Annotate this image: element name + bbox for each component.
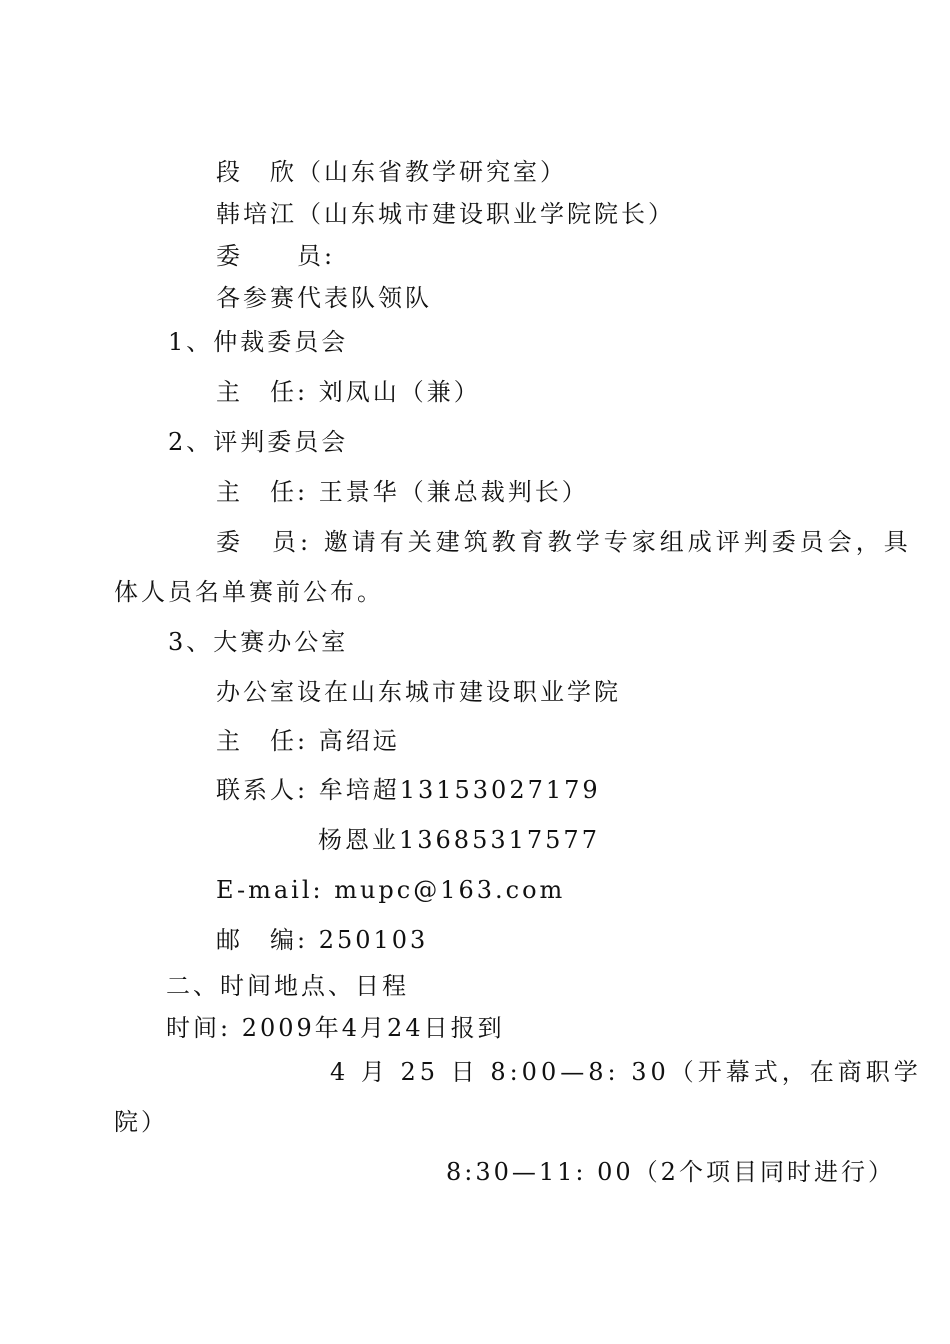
office-postcode: 邮 编: 250103 (216, 926, 429, 954)
schedule-session-line: 8:30—11: 00（2个项目同时进行） (446, 1158, 895, 1186)
office-location: 办公室设在山东城市建设职业学院 (216, 678, 621, 706)
committee-members-value: 各参赛代表队领队 (216, 284, 432, 312)
office-email: E-mail: mupc@163.com (216, 876, 566, 904)
committee-members-label: 委 员: (216, 242, 336, 270)
office-contact-2: 杨恩业13685317577 (318, 826, 600, 854)
office-heading: 3、大赛办公室 (168, 628, 349, 656)
office-contact-1: 联系人: 牟培超13153027179 (216, 776, 601, 804)
judging-members-line2: 体人员名单赛前公布。 (114, 578, 384, 606)
schedule-opening-line2: 院） (114, 1108, 168, 1136)
judging-members-line1: 委 员: 邀请有关建筑教育教学专家组成评判委员会，具 (216, 528, 912, 556)
schedule-heading: 二、时间地点、日程 (166, 972, 409, 1000)
judging-director: 主 任: 王景华（兼总裁判长） (216, 478, 589, 506)
arbitration-director: 主 任: 刘凤山（兼） (216, 378, 481, 406)
judging-heading: 2、评判委员会 (168, 428, 349, 456)
committee-member-duan-xin: 段 欣（山东省教学研究室） (216, 158, 567, 186)
schedule-opening-line1: 4 月 25 日 8:00—8: 30（开幕式，在商职学 (330, 1058, 922, 1086)
committee-member-han-peijiang: 韩培江（山东城市建设职业学院院长） (216, 200, 675, 228)
office-director: 主 任: 高绍远 (216, 727, 400, 755)
arbitration-heading: 1、仲裁委员会 (168, 328, 349, 356)
schedule-time-line: 时间: 2009年4月24日报到 (166, 1014, 505, 1042)
